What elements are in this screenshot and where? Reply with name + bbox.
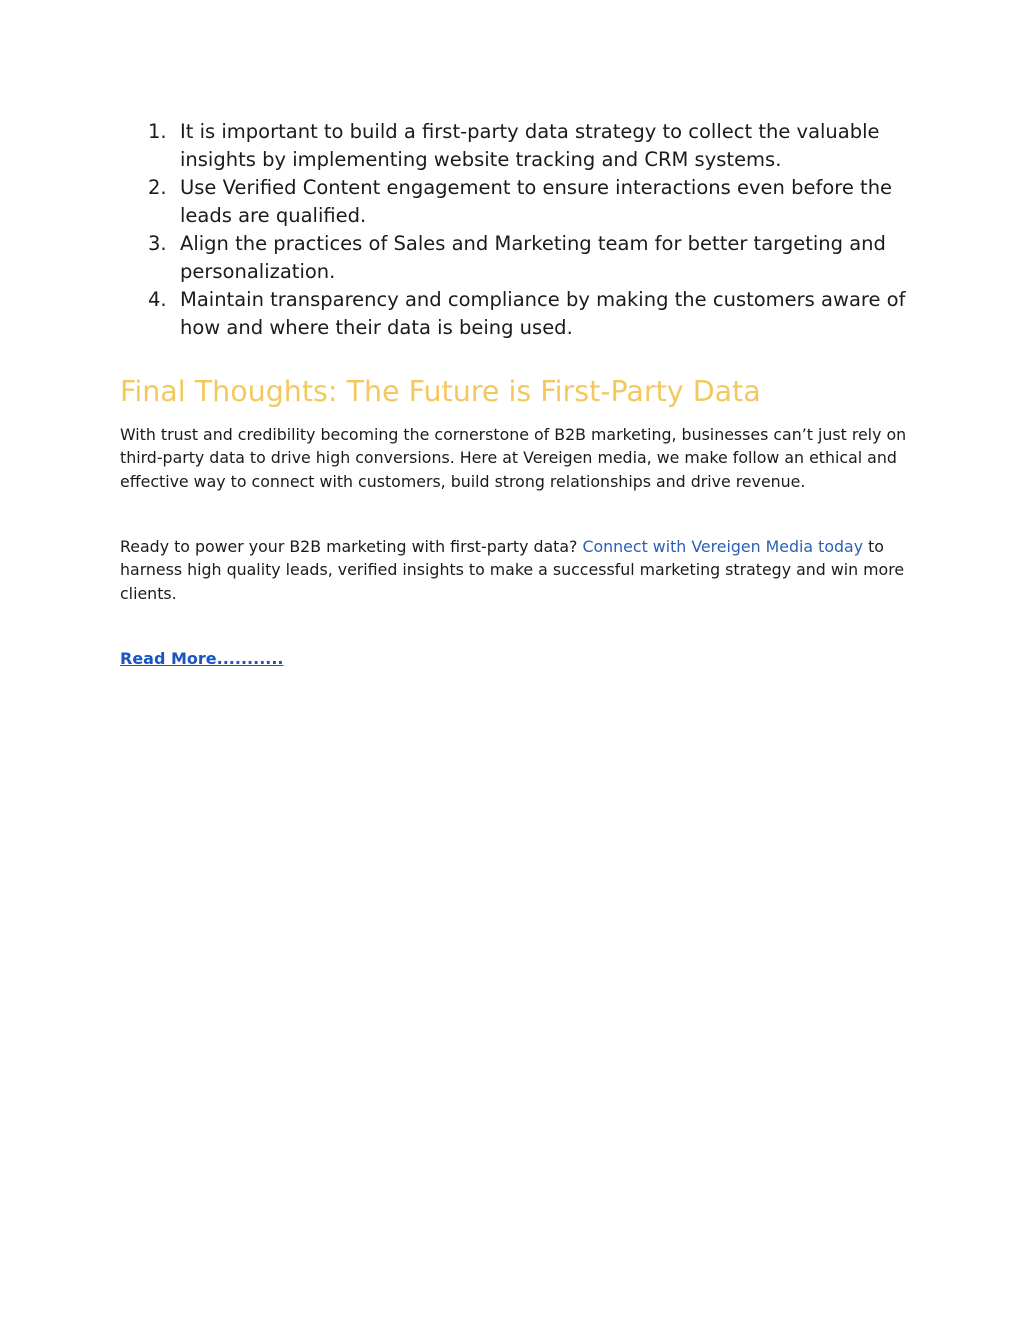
list-item-text: Align the practices of Sales and Marketing team for better targeting and personalization. [180, 232, 886, 283]
section-heading: Final Thoughts: The Future is First-Party Data [120, 375, 761, 408]
list-item [148, 230, 918, 286]
list-item-number: 1. [148, 120, 167, 143]
list-item-text: Use Verified Content engagement to ensure interactions even before the leads are qualified. [180, 176, 893, 227]
connect-with-vereigen-link[interactable]: Connect with Vereigen Media today [582, 537, 864, 556]
list-item [148, 118, 918, 174]
strategy-steps-list [148, 118, 918, 342]
list-item [148, 286, 918, 342]
list-item [148, 174, 918, 230]
read-more-link[interactable]: Read More........... [120, 649, 284, 668]
body-paragraph: With trust and credibility becoming the cornerstone of B2B marketing, businesses can’t just rely on third-party data to drive high conversions. Here at Vereigen media, we make follow an ethical and effective way to connect with customers, build strong relationships and drive revenue. [120, 425, 907, 491]
list-item-number: 2. [148, 176, 167, 199]
paragraph-text: Ready to power your B2B marketing with first-party data? [120, 537, 583, 556]
list-item-text: It is important to build a first-party data strategy to collect the valuable insights by implementing website tracking and CRM systems. [180, 120, 880, 171]
list-item-text: Maintain transparency and compliance by making the customers aware of how and where their data is being used. [180, 288, 906, 339]
call-to-action-paragraph [120, 535, 910, 605]
list-item-number: 4. [148, 288, 167, 311]
paragraph-text: to harness high quality leads, verified insights to make a successful marketing strategy and win more clients. [120, 537, 905, 603]
list-item-number: 3. [148, 232, 167, 255]
